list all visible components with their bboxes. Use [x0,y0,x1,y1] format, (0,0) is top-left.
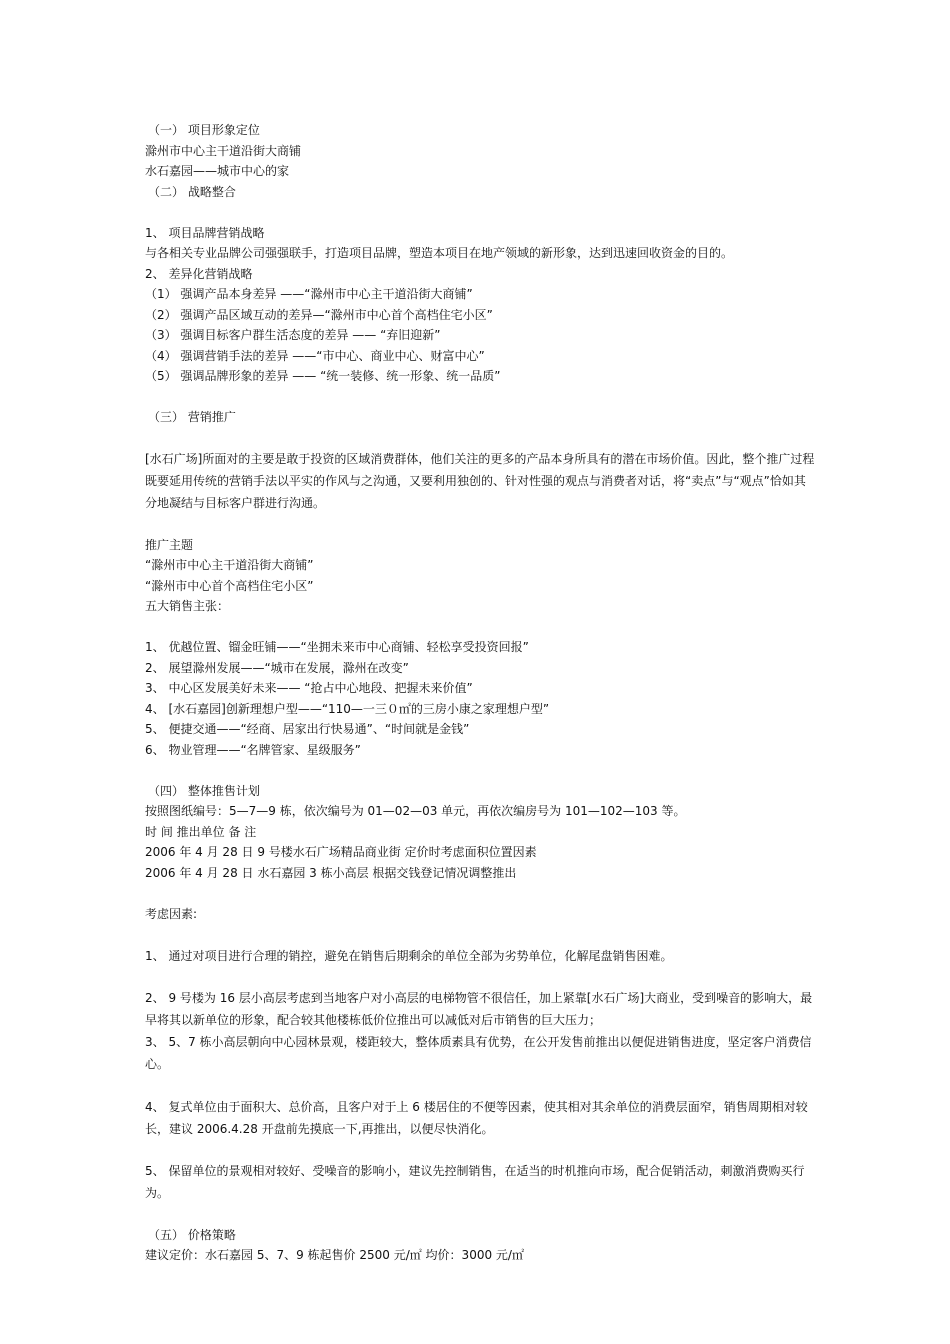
brand-strategy-text: 与各相关专业品牌公司强强联手，打造项目品牌，塑造本项目在地产领域的新形象，达到迅速回收资金的目的。 [145,246,734,260]
plan-line: 2006 年 4 月 28 日 水石嘉园 3 栋小高层 根据交钱登记情况调整推出 [145,865,517,880]
factor-item: 5、 保留单位的景观相对较好、受噪音的影响小，建议先控制销售，在适当的时机推向市场，配合促销活动，刺激消费购买行为。 [145,1164,805,1200]
positioning-line-2: 水石嘉园——城市中心的家 [145,164,290,178]
price-line: 建议定价：水石嘉园 5、7、9 栋起售价 2500 元/㎡ 均价：3000 元/㎡ [145,1248,524,1262]
theme-line: “滁州市中心主干道沿街大商铺” [145,558,314,572]
section-4-heading: （四） 整体推售计划 [148,783,260,798]
factors-title: 考虑因素: [145,906,198,921]
claim-item: 2、 展望滁州发展——“城市在发展，滁州在改变” [145,660,409,675]
diff-item: （2） 强调产品区域互动的差异—“滁州市中心首个高档住宅小区” [145,307,493,322]
positioning-line-1: 滁州市中心主干道沿街大商铺 [145,143,302,158]
plan-line: 按照图纸编号：5—7—9 栋，依次编号为 01—02—03 单元，再依次编房号为 101—102—103 等。 [145,804,686,818]
claim-item: 4、 [水石嘉园]创新理想户型——“110—一三０㎡的三房小康之家理想户型” [145,701,550,716]
factor-item: 2、 9 号楼为 16 层小高层考虑到当地客户对小高层的电梯物管不很信任，加上紧靠[水石广场]大商业，受到噪音的影响大，最早将其以新单位的形象，配合较其他楼栋低价位推出可以减低对后市销售的巨大压力； [145,991,813,1027]
factor-item: 3、 5、7 栋小高层朝向中心园林景观，楼距较大，整体质素具有优势，在公开发售前推出以便促进销售进度，坚定客户消费信心。 [145,1035,812,1071]
section-1-heading: （一） 项目形象定位 [148,123,260,137]
plan-line: 2006 年 4 月 28 日 9 号楼水石广场精品商业街 定价时考虑面积位置因素 [145,845,537,859]
factor-item: 1、 通过对项目进行合理的销控，避免在销售后期剩余的单位全部为劣势单位，化解尾盘销售困难。 [145,948,673,963]
diff-item: （5） 强调品牌形象的差异 —— “统一装修、统一形象、统一品质” [145,369,501,383]
section-5-heading: （五） 价格策略 [148,1227,236,1242]
document-body [145,120,815,1266]
diff-item: （3） 强调目标客户群生活态度的差异 —— “弃旧迎新” [145,328,441,342]
theme-title: 推广主题 [145,537,194,552]
differentiation-title: 2、 差异化营销战略 [145,266,253,281]
claim-item: 5、 便捷交通——“经商、居家出行快易通”、“时间就是金钱” [145,722,470,736]
diff-item: （1） 强调产品本身差异 ——“滁州市中心主干道沿街大商铺” [145,287,473,301]
plan-line: 时 间 推出单位 备 注 [145,824,257,839]
diff-item: （4） 强调营销手法的差异 ——“市中心、商业中心、财富中心” [145,348,485,363]
claim-item: 6、 物业管理——“名牌管家、星级服务” [145,742,361,757]
section-2-heading: （二） 战略整合 [148,184,236,199]
theme-line: “滁州市中心首个高档住宅小区” [145,578,314,593]
claims-title: 五大销售主张： [145,599,230,613]
brand-strategy-title: 1、 项目品牌营销战略 [145,225,265,240]
promotion-paragraph: [水石广场]所面对的主要是敢于投资的区域消费群体，他们关注的更多的产品本身所具有的潜在市场价值。因此，整个推广过程既要延用传统的营销手法以平实的作风与之沟通，又要利用独创的、针对性强的观点与消费者对话，将“卖点”与“观点”恰如其分地凝结与目标客户群进行沟通。 [145,452,815,510]
section-3-heading: （三） 营销推广 [148,410,236,424]
claim-item: 1、 优越位置、镏金旺铺——“坐拥未来市中心商铺、轻松享受投资回报” [145,640,529,654]
factor-item: 4、 复式单位由于面积大、总价高，且客户对于上 6 楼居住的不便等因素，使其相对其余单位的消费层面窄，销售周期相对较长，建议 2006.4.28 开盘前先摸底一下,再推出，以便尽快消化。 [145,1099,808,1136]
claim-item: 3、 中心区发展美好未来—— “抢占中心地段、把握未来价值” [145,681,473,695]
